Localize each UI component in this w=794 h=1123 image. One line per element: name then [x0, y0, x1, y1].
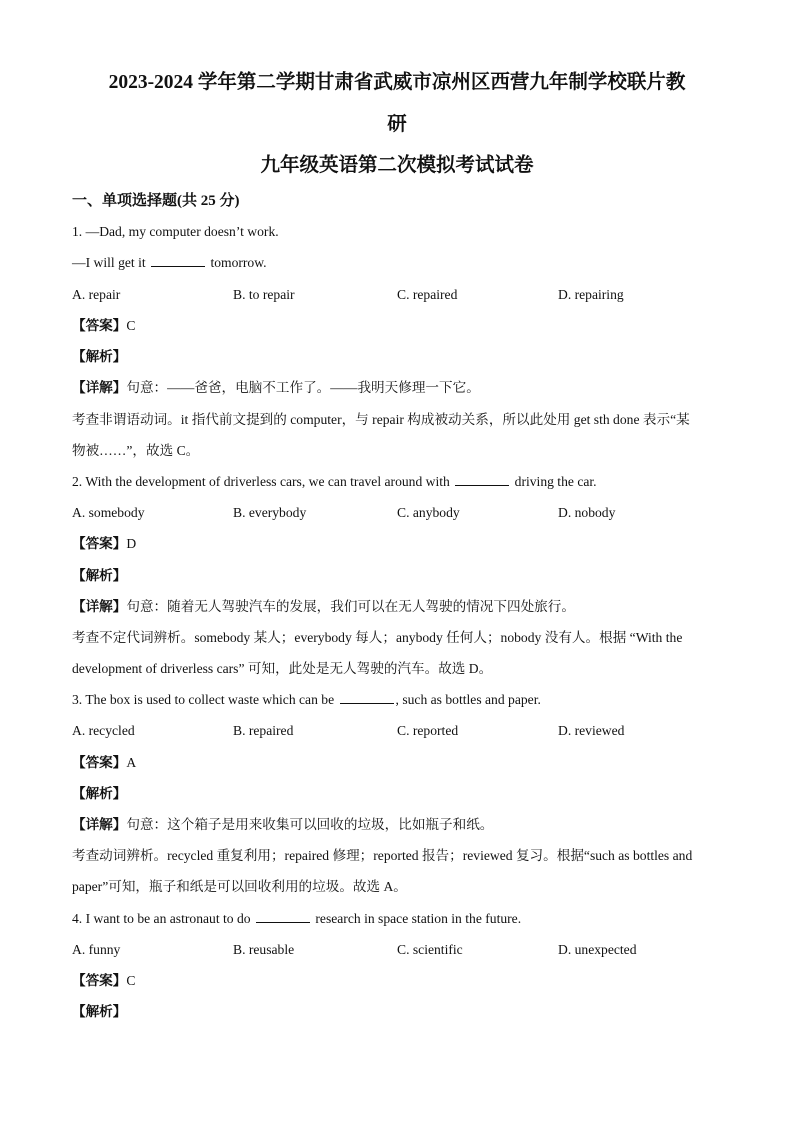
exam-title: 九年级英语第二次模拟考试试卷 [260, 155, 534, 176]
q4-analysis-label: 【解析】 [72, 1004, 127, 1019]
q1-option-d: D. repairing [558, 287, 624, 302]
q3-option-a: A. recycled [72, 723, 135, 738]
section-title: 一、单项选择题(共 25 分) [72, 193, 240, 209]
answer-blank [340, 691, 394, 704]
q2-option-a: A. somebody [72, 505, 145, 520]
q1-analysis-label: 【解析】 [72, 349, 127, 364]
q2-option-c: C. anybody [397, 505, 460, 520]
q1-option-a: A. repair [72, 287, 121, 302]
q1-detail-3: 物被……”，故选 C。 [72, 443, 200, 458]
q3-detail-2: 考查动词辨析。recycled 重复利用；repaired 修理；reported 报告；reviewed 复习。根据“such as bottles and [72, 848, 693, 863]
q3-option-d: D. reviewed [558, 723, 625, 738]
title-line-2: 研 [387, 114, 407, 135]
q2-detail-2: 考查不定代词辨析。somebody 某人；everybody 每人；anybody 任何人；nobody 没有人。根据 “With the [72, 630, 683, 645]
title-line-1: 2023-2024 学年第二学期甘肃省武威市凉州区西营九年制学校联片教 [108, 72, 686, 93]
q2-option-b: B. everybody [233, 505, 307, 520]
q1-stem-2: —I will get it tomorrow. [72, 255, 267, 270]
q4-option-c: C. scientific [397, 942, 463, 957]
q1-option-b: B. to repair [233, 287, 295, 302]
q4-answer: 【答案】C [72, 973, 136, 988]
q2-detail: 【详解】句意：随着无人驾驶汽车的发展，我们可以在无人驾驶的情况下四处旅行。 [72, 599, 575, 614]
q1-detail-2: 考查非谓语动词。it 指代前文提到的 computer，与 repair 构成被动关系，所以此处用 get sth done 表示“某 [72, 412, 690, 427]
q3-detail: 【详解】句意：这个箱子是用来收集可以回收的垃圾，比如瓶子和纸。 [72, 817, 494, 832]
q1-detail: 【详解】句意：——爸爸，电脑不工作了。——我明天修理一下它。 [72, 380, 480, 395]
q4-stem: 4. I want to be an astronaut to do research in space station in the future. [72, 911, 522, 926]
q3-stem: 3. The box is used to collect waste which can be , such as bottles and paper. [72, 692, 541, 707]
answer-blank [455, 473, 509, 486]
q1-option-c: C. repaired [397, 287, 458, 302]
q2-analysis-label: 【解析】 [72, 568, 127, 583]
q3-option-c: C. reported [397, 723, 459, 738]
answer-blank [256, 910, 310, 923]
q4-option-d: D. unexpected [558, 942, 637, 957]
q2-option-d: D. nobody [558, 505, 616, 520]
q4-option-b: B. reusable [233, 942, 295, 957]
q3-analysis-label: 【解析】 [72, 786, 127, 801]
q2-answer: 【答案】D [72, 536, 137, 551]
q1-answer: 【答案】C [72, 318, 136, 333]
q2-stem: 2. With the development of driverless cars, we can travel around with driving the car. [72, 474, 597, 489]
answer-blank [151, 254, 205, 267]
q2-detail-3: development of driverless cars” 可知，此处是无人驾驶的汽车。故选 D。 [72, 661, 493, 676]
q3-option-b: B. repaired [233, 723, 294, 738]
q1-stem: 1. —Dad, my computer doesn’t work. [72, 224, 279, 239]
q3-detail-3: paper”可知，瓶子和纸是可以回收利用的垃圾。故选 A。 [72, 879, 407, 894]
q3-answer: 【答案】A [72, 755, 137, 770]
q4-option-a: A. funny [72, 942, 121, 957]
